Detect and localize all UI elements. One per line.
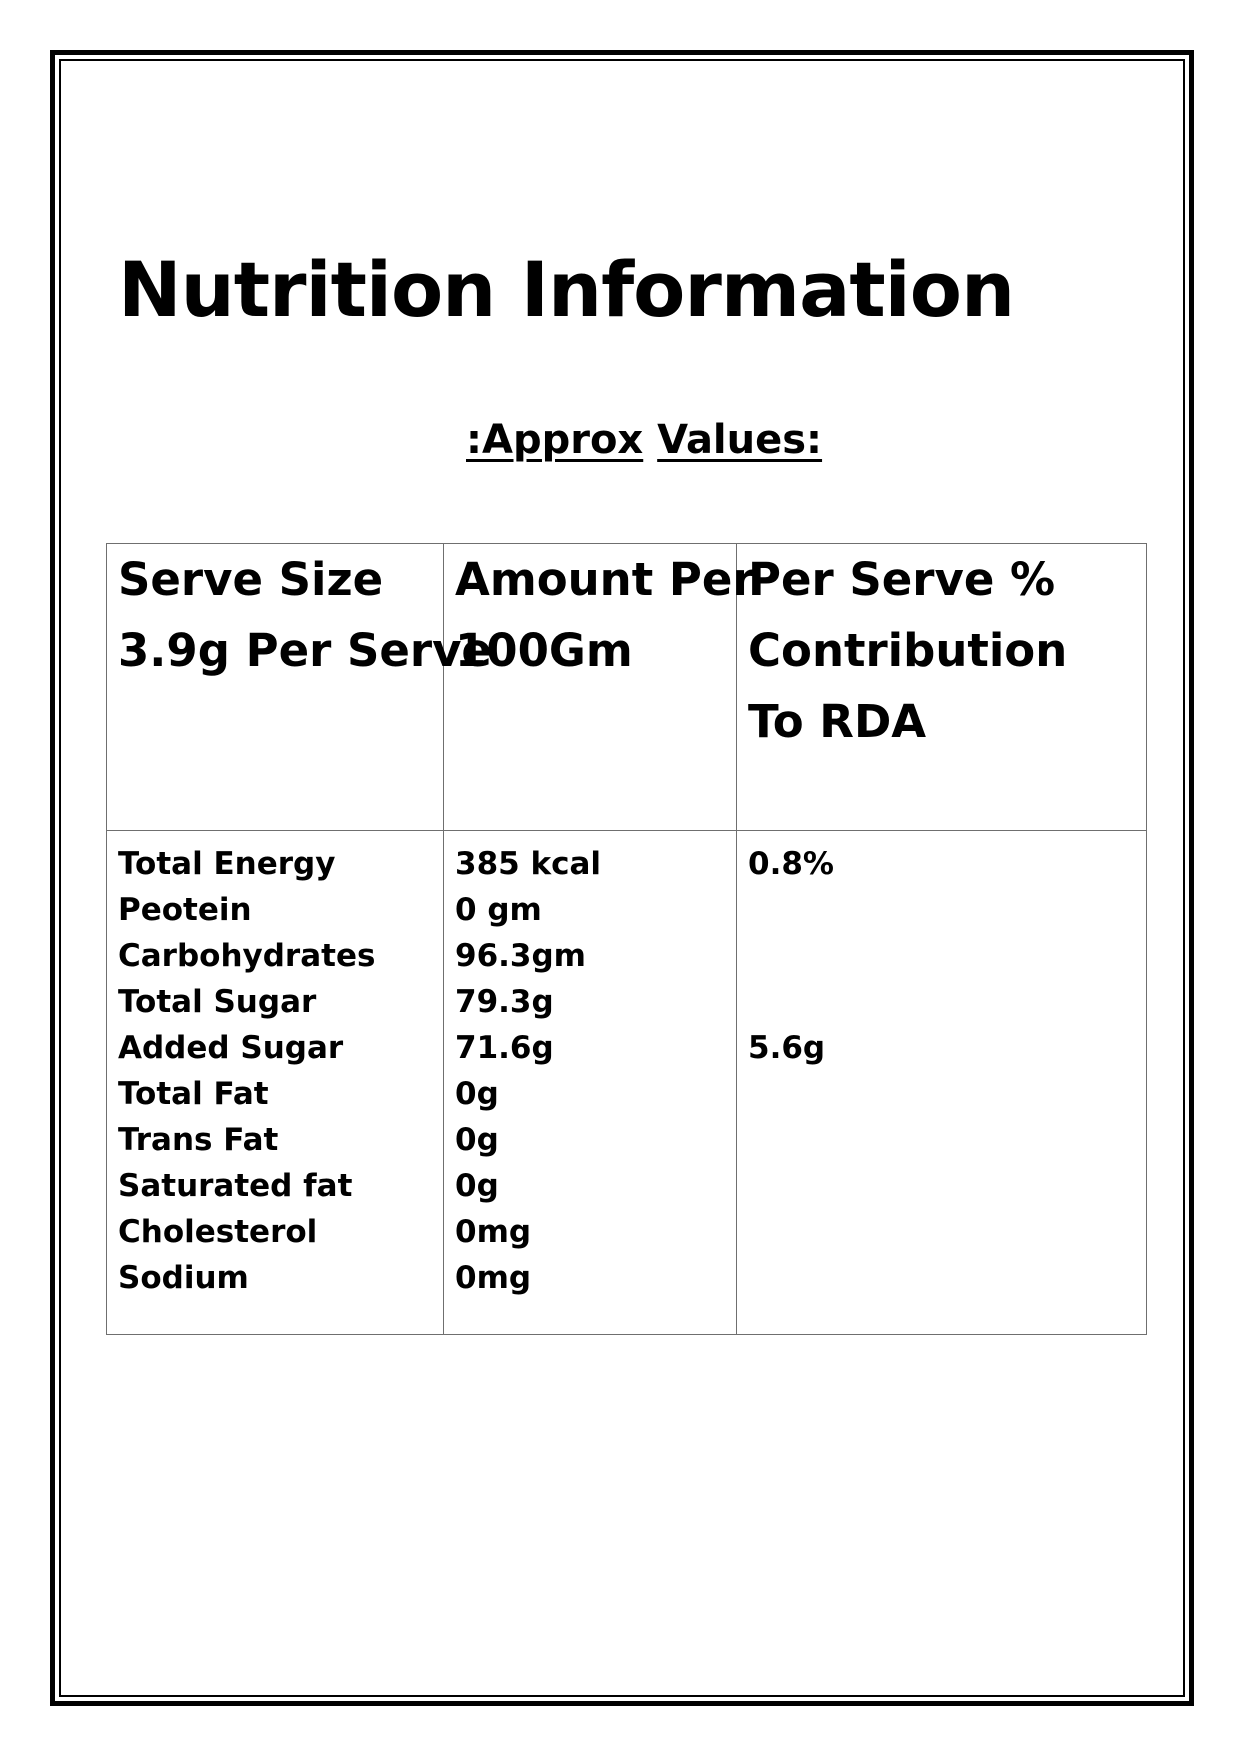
page-title: Nutrition Information <box>118 245 1015 334</box>
rda-value <box>748 1163 1146 1209</box>
nutrient-label: Added Sugar <box>118 1030 344 1066</box>
rda-value <box>748 1255 1146 1301</box>
nutrient-label: Trans Fat <box>118 1122 279 1158</box>
header-line: Per Serve % <box>748 553 1056 606</box>
amount-value: 79.3g <box>455 984 554 1020</box>
amount-value: 71.6g <box>455 1030 554 1066</box>
subtitle-values: Values: <box>657 417 823 463</box>
rda-value: 5.6g <box>748 1030 826 1066</box>
nutrient-label: Cholesterol <box>118 1214 318 1250</box>
nutrient-column <box>107 831 444 1335</box>
rda-value: 0.8% <box>748 846 834 882</box>
header-rda-contribution <box>737 544 1147 831</box>
amount-value: 0 gm <box>455 892 542 928</box>
nutrient-label: Carbohydrates <box>118 938 376 974</box>
amount-value: 0mg <box>455 1260 532 1296</box>
header-amount-per-100gm <box>444 544 755 831</box>
nutrient-label: Peotein <box>118 892 252 928</box>
amount-value: 96.3gm <box>455 938 586 974</box>
amount-value: 385 kcal <box>455 846 602 882</box>
header-line: Amount Per <box>455 553 755 606</box>
table-body-row <box>107 831 1147 1335</box>
nutrition-table <box>106 543 1147 1335</box>
nutrient-label: Total Fat <box>118 1076 269 1112</box>
amount-value: 0g <box>455 1168 499 1204</box>
header-line: 100Gm <box>455 624 633 677</box>
subtitle <box>466 417 823 463</box>
rda-column <box>737 831 1147 1335</box>
rda-value <box>748 933 1146 979</box>
rda-value <box>748 1209 1146 1255</box>
nutrient-label: Sodium <box>118 1260 249 1296</box>
amount-value: 0mg <box>455 1214 532 1250</box>
header-serve-size <box>107 544 492 831</box>
amount-column <box>444 831 737 1335</box>
nutrient-label: Total Sugar <box>118 984 317 1020</box>
header-line: 3.9g Per Serve <box>118 624 492 677</box>
table-header-row <box>107 544 1147 831</box>
header-line: Contribution <box>748 624 1068 677</box>
nutrient-label: Total Energy <box>118 846 336 882</box>
rda-value <box>748 979 1146 1025</box>
header-line: Serve Size <box>118 553 384 606</box>
nutrient-label: Saturated fat <box>118 1168 353 1204</box>
amount-value: 0g <box>455 1122 499 1158</box>
rda-value <box>748 887 1146 933</box>
rda-value <box>748 1117 1146 1163</box>
subtitle-approx: :Approx <box>466 417 644 463</box>
header-line: To RDA <box>748 695 927 748</box>
rda-value <box>748 1071 1146 1117</box>
amount-value: 0g <box>455 1076 499 1112</box>
